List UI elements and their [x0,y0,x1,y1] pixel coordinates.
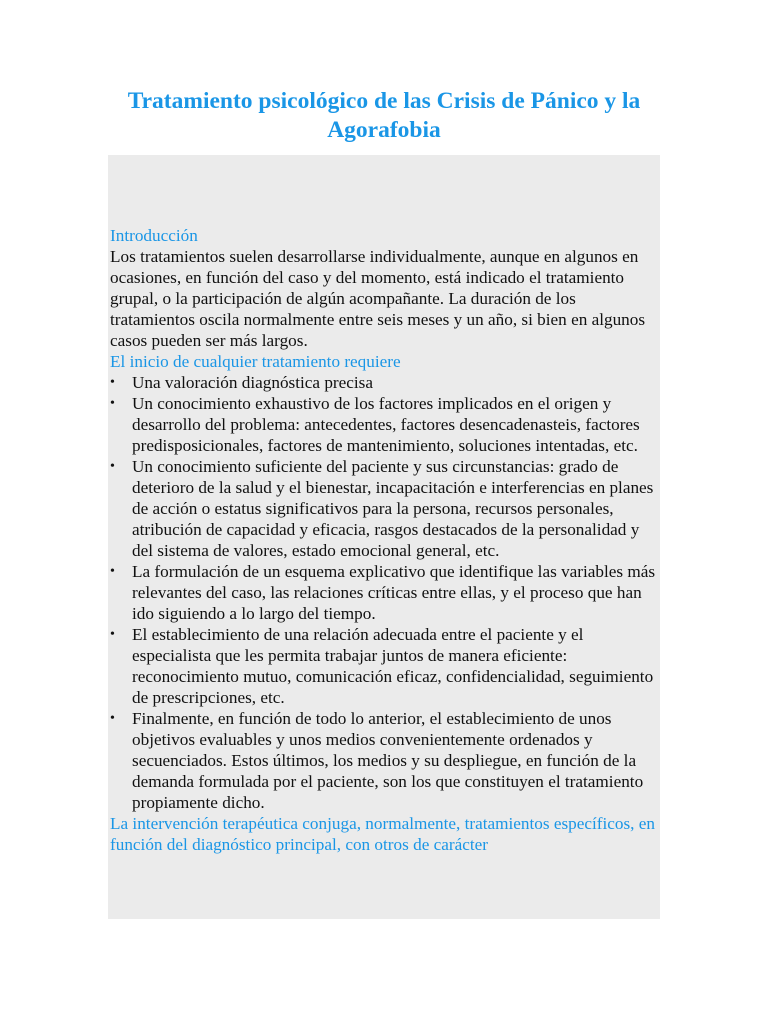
list-item-text: Finalmente, en función de todo lo anterior, el establecimiento de unos objetivos evaluables y unos medios convenientemente ordenados y secuenciados. Estos últimos, los medios y su despliegue, en función de la demanda formulada por el paciente, son los que constituyen el tratamiento propiamente dicho. [132,709,644,812]
list-item [110,456,658,561]
list-item [110,708,658,813]
list-item-text: La formulación de un esquema explicativo que identifique las variables más relevantes del caso, las relaciones críticas entre ellas, y el proceso que han ido siguiendo a lo largo del tiempo. [132,562,656,623]
bullet-icon: • [110,627,115,642]
document-title: Tratamiento psicológico de las Crisis de Pánico y la Agorafobia [127,88,641,143]
list-item [110,393,658,456]
list-item-text: El establecimiento de una relación adecuada entre el paciente y el especialista que les permita trabajar juntos de manera eficiente: reconocimiento mutuo, comunicación eficaz, confidencialidad, seguimiento de prescripciones, etc. [132,625,654,707]
list-item-text: Un conocimiento suficiente del paciente y sus circunstancias: grado de deterioro de la salud y el bienestar, incapacitación e interferencias en planes de acción o estatus significativos para la persona, recursos personales, atribución de capacidad y eficacia, rasgos destacados de la personalidad y del sistema de valores, estado emocional general, etc. [132,457,654,560]
bullet-icon: • [110,564,115,579]
bullet-icon: • [110,711,115,726]
list-item-text: Una valoración diagnóstica precisa [132,373,374,392]
bullet-icon: • [110,375,115,390]
list-item [110,624,658,708]
requirements-list [110,372,658,813]
document-body [110,225,658,855]
list-item [110,561,658,624]
bullet-icon: • [110,396,115,411]
requirements-heading: El inicio de cualquier tratamiento requiere [110,352,401,371]
closing-text: La intervención terapéutica conjuga, normalmente, tratamientos específicos, en función del diagnóstico principal, con otros de carácter [110,814,655,854]
intro-paragraph: Los tratamientos suelen desarrollarse individualmente, aunque en algunos en ocasiones, en función del caso y del momento, está indicado el tratamiento grupal, o la participación de algún acompañante. La duración de los tratamientos oscila normalmente entre seis meses y un año, si bien en algunos casos pueden ser más largos. [110,247,646,350]
bullet-icon: • [110,459,115,474]
intro-heading: Introducción [110,226,198,245]
content-panel [108,155,660,919]
list-item-text: Un conocimiento exhaustivo de los factores implicados en el origen y desarrollo del problema: antecedentes, factores desencadenasteis, factores predisposicionales, factores de mantenimiento, soluciones intentadas, etc. [132,394,640,455]
list-item [110,372,658,393]
